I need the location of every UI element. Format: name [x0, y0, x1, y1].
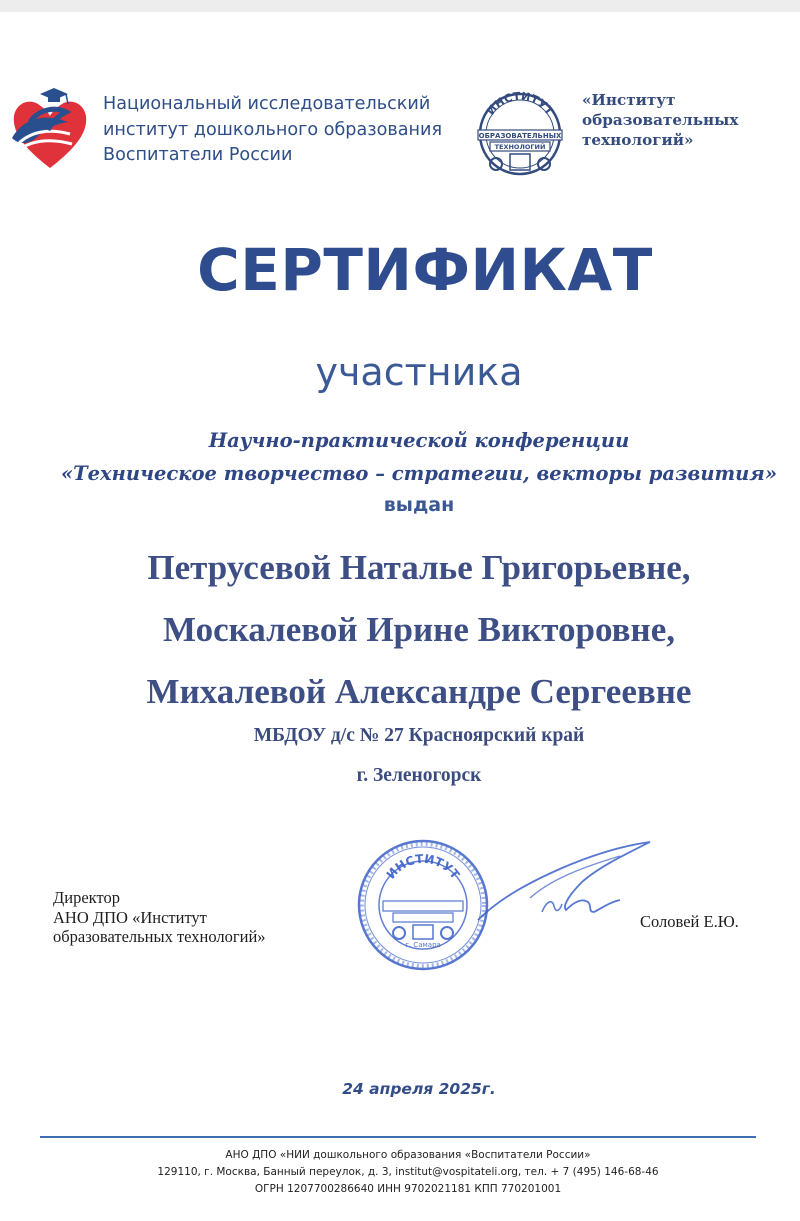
signer-name: Соловей Е.Ю. — [640, 912, 739, 931]
conference-line: Научно-практической конференции — [208, 429, 630, 452]
issue-date: 24 апреля 2025г. — [342, 1080, 496, 1098]
handwritten-signature — [470, 828, 660, 938]
footer-line: ОГРН 1207700286640 ИНН 9702021181 КПП 770201001 — [254, 1183, 562, 1195]
recipient-name: Петрусевой Наталье Григорьевне, — [147, 548, 691, 587]
org1-name-line: Воспитатели России — [103, 145, 293, 165]
director-line: Директор — [53, 888, 120, 907]
stamp-city: г. Самара — [405, 941, 441, 949]
dove-heart-logo-icon — [8, 82, 92, 174]
footer-line: 129110, г. Москва, Банный переулок, д. 3, institut@vospitateli.org, тел. + 7 (495) 146-68-46 — [157, 1166, 659, 1178]
school-city: г. Зеленогорск — [356, 765, 482, 786]
school-line: МБДОУ д/с № 27 Красноярский край — [253, 725, 585, 746]
seal-ribbon-text: ОБРАЗОВАТЕЛЬНЫХ — [478, 132, 562, 140]
seal-ribbon-text: ТЕХНОЛОГИЙ — [494, 143, 546, 151]
recipient-name: Москалевой Ирине Викторовне, — [163, 610, 675, 649]
footer-info — [0, 1147, 800, 1198]
org1-name-line: институт дошкольного образования — [103, 119, 443, 140]
issued-label: выдан — [383, 494, 455, 516]
recipients-list — [0, 541, 800, 727]
school-info — [0, 716, 800, 796]
org2-name-line: технологий» — [582, 131, 694, 149]
director-line: образовательных технологий» — [53, 927, 266, 946]
stamp-text: ИНСТИТУТ — [383, 851, 463, 882]
org1-name-line: Национальный исследовательский — [103, 94, 431, 114]
footer-divider — [40, 1136, 756, 1138]
certificate-subtitle: участника — [315, 350, 523, 394]
certificate-title: СЕРТИФИКАТ — [197, 236, 653, 304]
conference-name — [0, 424, 800, 490]
top-bar — [0, 0, 800, 12]
recipient-name: Михалевой Александре Сергеевне — [146, 672, 692, 711]
org2-name-line: «Институт — [582, 91, 676, 109]
director-line: АНО ДПО «Институт — [53, 907, 207, 927]
org1-name — [103, 92, 473, 169]
footer-line: АНО ДПО «НИИ дошкольного образования «Воспитатели России» — [225, 1149, 591, 1161]
institute-emblem-icon — [470, 86, 570, 186]
org2-name — [582, 90, 782, 150]
conference-line: «Техническое творчество – стратегии, векторы развития» — [60, 462, 778, 485]
svg-text:ИНСТИТУТ — [384, 852, 463, 883]
director-title — [53, 888, 266, 947]
org2-name-line: образовательных — [582, 111, 739, 129]
seal-text-top: ИНСТИТУТ — [484, 89, 556, 118]
